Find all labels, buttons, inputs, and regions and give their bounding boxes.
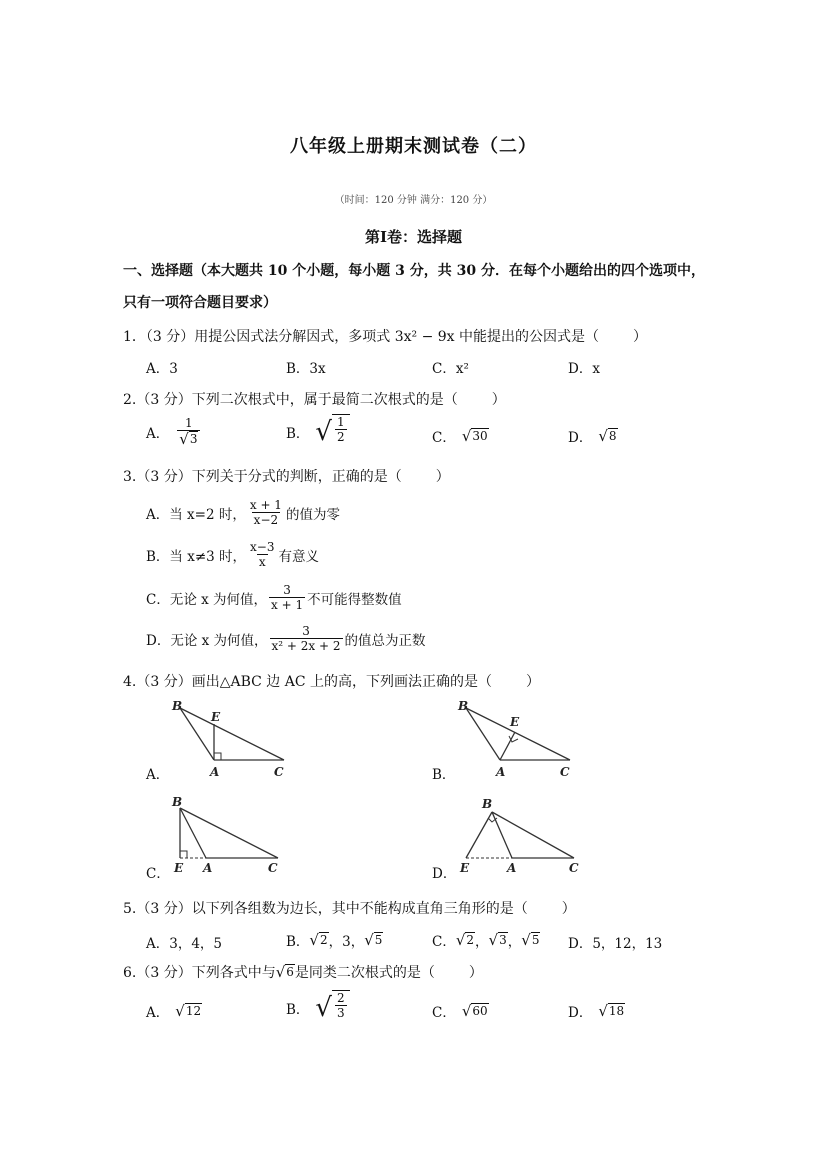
- question-3-option-a[interactable]: [146, 498, 340, 527]
- fraction: [335, 991, 347, 1020]
- radicand: 18: [608, 1004, 625, 1018]
- option-label: C．: [432, 430, 456, 446]
- question-4-option-a[interactable]: A．: [146, 767, 170, 783]
- sqrt-icon: √: [179, 430, 189, 448]
- option-prefix: B．当 x≠3 时，: [146, 548, 247, 565]
- question-1-option-d[interactable]: D．x: [568, 361, 600, 377]
- radical: [364, 932, 383, 948]
- radicand: 12: [185, 1004, 202, 1018]
- sqrt-icon: √: [461, 1002, 472, 1020]
- option-suffix: 的值为零: [285, 506, 340, 523]
- label-b: B: [172, 699, 183, 713]
- numerator: 1: [337, 415, 345, 429]
- label-c: C: [274, 765, 284, 779]
- radical: [175, 1003, 202, 1019]
- label-b: B: [482, 797, 493, 811]
- radicand: 3: [189, 432, 198, 446]
- numerator: 3: [302, 624, 310, 638]
- section-heading-line2: 只有一项符合题目要求）: [123, 295, 277, 311]
- radicand: [332, 414, 350, 450]
- radical: [489, 932, 508, 948]
- option-label: B．: [286, 1002, 310, 1018]
- question-5-option-a[interactable]: A．3，4，5: [146, 936, 223, 952]
- denominator: 3: [337, 1006, 345, 1020]
- question-6-option-b[interactable]: [286, 990, 350, 1026]
- question-6-option-d[interactable]: [568, 1001, 625, 1021]
- question-3-stem-text: 3.（3 分）下列关于分式的判断，正确的是（: [123, 469, 402, 485]
- denominator: x² + 2x + 2: [271, 639, 341, 653]
- question-3-option-c[interactable]: [146, 583, 402, 612]
- question-4-option-c[interactable]: C．: [146, 866, 170, 882]
- label-c: C: [560, 765, 570, 779]
- option-label: D．: [568, 430, 593, 446]
- figure-c: [166, 790, 296, 880]
- volume-heading: 第Ⅰ卷：选择题: [364, 228, 463, 246]
- radicand: 6: [286, 965, 294, 979]
- figure-d: [452, 790, 587, 880]
- question-6-stem: [123, 962, 483, 982]
- question-4-stem: [123, 671, 540, 691]
- segment-bc: [180, 708, 284, 760]
- question-6-stem-text-2: 是同类二次根式的是（: [294, 965, 435, 981]
- radicand: 8: [608, 429, 617, 443]
- radical: [521, 932, 540, 948]
- question-1-option-b[interactable]: B．3x: [286, 361, 326, 377]
- radicand: 30: [472, 429, 488, 443]
- denominator: [177, 430, 200, 447]
- question-5-stem-text: 5.（3 分）以下列各组数为边长，其中不能构成直角三角形的是（: [123, 901, 528, 917]
- radicand: 5: [374, 933, 383, 947]
- radical: [598, 428, 617, 444]
- sqrt-icon: √: [275, 963, 286, 981]
- option-label: C．: [432, 1005, 456, 1021]
- question-4-option-d[interactable]: D．: [432, 866, 457, 882]
- exam-meta: （时间：120 分钟 满分：120 分）: [334, 195, 493, 206]
- denominator: 2: [337, 430, 345, 444]
- fraction: [177, 416, 200, 447]
- segment-bc: [180, 808, 278, 858]
- sqrt-icon: √: [488, 931, 499, 949]
- question-2-option-d[interactable]: [568, 426, 618, 446]
- label-e: E: [510, 715, 520, 729]
- sqrt-icon: √: [598, 427, 608, 445]
- label-e: E: [211, 710, 221, 724]
- label-b: B: [458, 699, 469, 713]
- question-5-option-d[interactable]: D．5，12，13: [568, 936, 663, 952]
- question-4-option-b[interactable]: B．: [432, 767, 456, 783]
- question-2-stem: [123, 389, 506, 409]
- radicand: 2: [319, 933, 328, 947]
- question-6-stem-text: 6.（3 分）下列各式中与: [123, 965, 276, 981]
- question-1-option-c[interactable]: C．x²: [432, 361, 469, 377]
- numerator: x−3: [250, 540, 275, 554]
- fraction: [335, 415, 347, 444]
- question-4-stem-text: 4.（3 分）画出△ABC 边 AC 上的高，下列画法正确的是（: [123, 674, 493, 690]
- figure-a: [166, 696, 296, 782]
- question-3-option-d[interactable]: [146, 624, 426, 653]
- right-angle-mark: [214, 753, 221, 760]
- fraction: [248, 540, 276, 569]
- radicand: 2: [466, 933, 475, 947]
- question-2-option-a[interactable]: [146, 416, 202, 447]
- option-label: A．: [146, 1005, 170, 1021]
- question-6-option-c[interactable]: [432, 1001, 489, 1021]
- numerator: 2: [337, 991, 345, 1005]
- label-a: A: [496, 765, 506, 779]
- sqrt-icon: √: [309, 931, 319, 949]
- radical: [598, 1003, 625, 1019]
- option-label: B．: [286, 934, 310, 950]
- question-2-option-c[interactable]: [432, 426, 489, 446]
- option-label: B．: [286, 426, 310, 442]
- question-1-option-a[interactable]: A．3: [146, 361, 178, 377]
- sqrt-icon: √: [364, 931, 374, 949]
- sqrt-icon: √: [598, 1002, 608, 1020]
- height-line: [500, 732, 515, 760]
- perpendicular-line: [466, 812, 492, 858]
- option-label: A．: [146, 425, 170, 442]
- radicand: 5: [531, 933, 540, 947]
- radical: [315, 990, 349, 1026]
- figure-b: [452, 696, 582, 782]
- label-a: A: [203, 861, 213, 875]
- option-suffix: 不可能得整数值: [307, 591, 402, 608]
- sqrt-icon: √: [315, 417, 332, 447]
- denominator: x + 1: [271, 598, 304, 612]
- sqrt-icon: √: [521, 931, 531, 949]
- radical: [179, 431, 198, 447]
- option-label: C．: [432, 934, 456, 950]
- option-prefix: C．无论 x 为何值，: [146, 591, 268, 608]
- sqrt-icon: √: [461, 427, 472, 445]
- separator: ，: [475, 934, 489, 950]
- section-heading-line1: 一、选择题（本大题共 10 个小题，每小题 3 分，共 30 分．在每个小题给出的四个选项中，: [123, 263, 705, 279]
- numerator: x + 1: [249, 498, 282, 512]
- option-prefix: A．当 x=2 时，: [146, 506, 246, 523]
- question-1-stem: [123, 326, 647, 346]
- question-1-stem-text: 1．（3 分）用提公因式法分解因式，多项式 3x² − 9x 中能提出的公因式是（: [123, 329, 600, 345]
- question-6-option-a[interactable]: [146, 1001, 202, 1021]
- label-e: E: [174, 861, 184, 875]
- sqrt-icon: √: [315, 993, 332, 1023]
- fraction: [269, 583, 305, 612]
- radicand: [332, 990, 350, 1026]
- option-prefix: D．无论 x 为何值，: [146, 632, 268, 649]
- radical: [462, 1003, 489, 1019]
- radicand: 60: [472, 1004, 488, 1018]
- fraction: [248, 498, 284, 527]
- question-5-option-b[interactable]: [286, 930, 383, 950]
- question-2-stem-close: ）: [491, 392, 506, 408]
- radical: [456, 932, 475, 948]
- radical: [309, 932, 328, 948]
- separator: ，3，: [328, 934, 365, 950]
- question-5-stem-close: ）: [561, 901, 576, 917]
- label-c: C: [569, 861, 579, 875]
- segment-bc: [492, 812, 574, 858]
- option-suffix: 有意义: [278, 548, 319, 565]
- separator: ，: [507, 934, 522, 950]
- question-5-option-c[interactable]: [432, 930, 540, 950]
- question-1-stem-close: ）: [633, 329, 648, 345]
- denominator: x: [258, 555, 266, 569]
- option-suffix: 的值总为正数: [344, 632, 426, 649]
- label-e: E: [460, 861, 470, 875]
- question-3-stem: [123, 466, 450, 486]
- label-a: A: [210, 765, 220, 779]
- question-6-stem-close: ）: [468, 965, 483, 981]
- radicand: 3: [499, 933, 507, 947]
- segment-ba: [492, 812, 512, 858]
- sqrt-icon: √: [175, 1002, 185, 1020]
- label-c: C: [268, 861, 278, 875]
- fraction: [270, 624, 343, 653]
- numerator: 1: [185, 416, 193, 430]
- question-2-stem-text: 2.（3 分）下列二次根式中，属于最简二次根式的是（: [123, 392, 458, 408]
- right-angle-mark: [180, 851, 187, 858]
- question-3-option-b[interactable]: [146, 540, 319, 569]
- sqrt-icon: √: [455, 931, 466, 949]
- radical: [462, 428, 489, 444]
- numerator: 3: [283, 583, 291, 597]
- page-title: 八年级上册期末测试卷（二）: [290, 136, 537, 157]
- question-2-option-b[interactable]: [286, 414, 350, 450]
- radical: [315, 414, 349, 450]
- option-label: D．: [568, 1005, 593, 1021]
- question-3-stem-close: ）: [435, 469, 450, 485]
- denominator: x−2: [253, 513, 279, 527]
- radical: [276, 964, 295, 980]
- label-a: A: [507, 861, 517, 875]
- question-4-stem-close: ）: [526, 674, 541, 690]
- label-b: B: [172, 795, 183, 809]
- question-5-stem: [123, 898, 576, 918]
